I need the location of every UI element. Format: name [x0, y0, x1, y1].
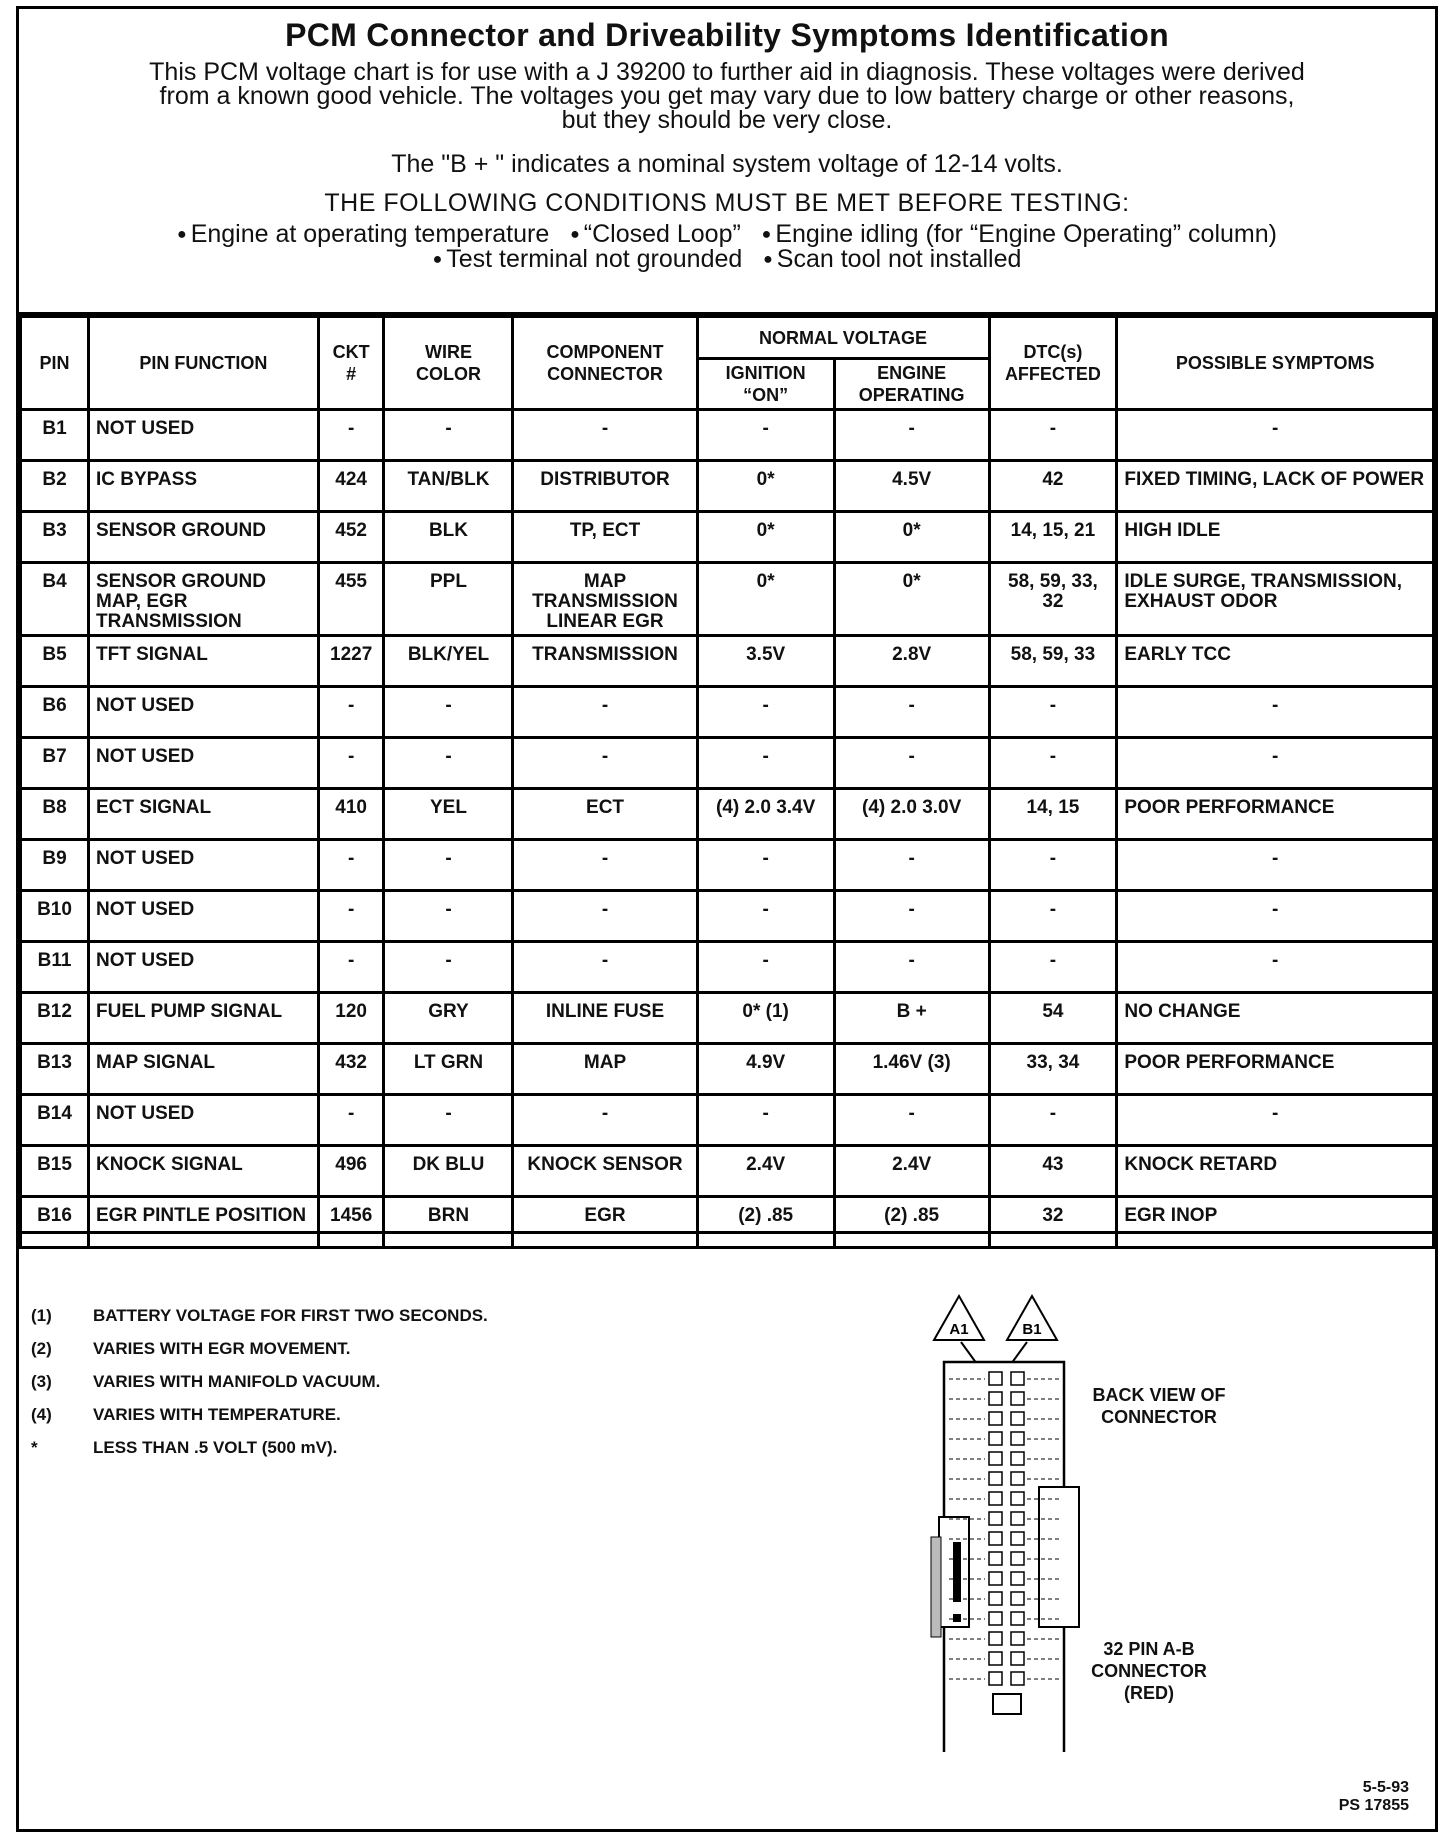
ignition-cell: 3.5V: [697, 636, 834, 687]
connector-pin: [1011, 1392, 1024, 1405]
pin-cell: B1: [21, 410, 89, 461]
header-engine-operating: ENGINE OPERATING: [834, 359, 989, 410]
table-row: [21, 993, 1434, 1044]
engine-cell: 1.46V (3): [834, 1044, 989, 1095]
table-row: [21, 563, 1434, 636]
ckt-cell: 1227: [318, 636, 384, 687]
ckt-cell: 1456: [318, 1197, 384, 1248]
wire-cell: -: [384, 738, 513, 789]
connector-pin: [989, 1612, 1002, 1625]
connector-pin: [1011, 1672, 1024, 1685]
connector-pin: [989, 1652, 1002, 1665]
condition-item: ● Test terminal not grounded: [433, 245, 743, 273]
pin-cell: B16: [21, 1197, 89, 1248]
pin-voltage-table: [19, 315, 1435, 1249]
connector-pin: [989, 1572, 1002, 1585]
connector-pin: [989, 1512, 1002, 1525]
wire-cell: YEL: [384, 789, 513, 840]
table-row: [21, 942, 1434, 993]
dtc-cell: -: [989, 840, 1117, 891]
header-dtc: DTC(s) AFFECTED: [989, 317, 1117, 410]
connector-pin: [1011, 1412, 1024, 1425]
engine-cell: (2) .85: [834, 1197, 989, 1248]
condition-item: ● Engine at operating temperature: [177, 220, 549, 248]
component-cell: KNOCK SENSOR: [513, 1146, 697, 1197]
connector-pin: [989, 1392, 1002, 1405]
pin-cell: B15: [21, 1146, 89, 1197]
connector-diagram: [899, 1292, 1279, 1752]
dtc-cell: 14, 15: [989, 789, 1117, 840]
connector-pin: [989, 1492, 1002, 1505]
a1-label: A1: [949, 1321, 969, 1338]
wire-cell: BRN: [384, 1197, 513, 1248]
ignition-cell: -: [697, 738, 834, 789]
symptoms-cell: -: [1117, 840, 1434, 891]
ckt-cell: 410: [318, 789, 384, 840]
intro-line-2: from a known good vehicle. The voltages you get may vary due to low battery charge or other reasons,: [159, 82, 1295, 110]
header-section: [19, 9, 1435, 315]
header-normal-voltage: NORMAL VOLTAGE: [697, 317, 989, 359]
connector-pin: [989, 1552, 1002, 1565]
table-row: [21, 410, 1434, 461]
engine-cell: B +: [834, 993, 989, 1044]
function-cell: ECT SIGNAL: [89, 789, 319, 840]
symptoms-cell: FIXED TIMING, LACK OF POWER: [1117, 461, 1434, 512]
condition-item: ● Scan tool not installed: [763, 245, 1021, 273]
function-cell: EGR PINTLE POSITION: [89, 1197, 319, 1248]
component-cell: EGR: [513, 1197, 697, 1248]
table-row: [21, 1044, 1434, 1095]
wire-cell: BLK: [384, 512, 513, 563]
function-cell: MAP SIGNAL: [89, 1044, 319, 1095]
symptoms-cell: -: [1117, 738, 1434, 789]
bplus-note: The "B + " indicates a nominal system voltage of 12-14 volts.: [391, 150, 1063, 178]
pin-cell: B5: [21, 636, 89, 687]
ckt-cell: -: [318, 840, 384, 891]
connector-pin: [1011, 1632, 1024, 1645]
wire-cell: -: [384, 410, 513, 461]
conditions-heading: THE FOLLOWING CONDITIONS MUST BE MET BEFORE TESTING:: [324, 189, 1130, 217]
pin-cell: B13: [21, 1044, 89, 1095]
table-row: [21, 512, 1434, 563]
pin-cell: B3: [21, 512, 89, 563]
header-wire-color: WIRE COLOR: [384, 317, 513, 410]
ckt-cell: 452: [318, 512, 384, 563]
ignition-cell: -: [697, 942, 834, 993]
symptoms-cell: -: [1117, 1095, 1434, 1146]
ckt-cell: 455: [318, 563, 384, 636]
intro-line-1: This PCM voltage chart is for use with a J 39200 to further aid in diagnosis. These voltages were derived: [149, 58, 1305, 86]
doc-ps-number: PS 17855: [1338, 1797, 1409, 1814]
symptoms-cell: KNOCK RETARD: [1117, 1146, 1434, 1197]
connector-pin: [1011, 1652, 1024, 1665]
condition-item: ● Engine idling (for “Engine Operating” column): [762, 220, 1277, 248]
page-title: PCM Connector and Driveability Symptoms Identification: [285, 17, 1169, 53]
ckt-cell: -: [318, 738, 384, 789]
pin-cell: B11: [21, 942, 89, 993]
dtc-cell: -: [989, 942, 1117, 993]
wire-cell: -: [384, 687, 513, 738]
pin-cell: B4: [21, 563, 89, 636]
table-row: [21, 789, 1434, 840]
table-row: [21, 687, 1434, 738]
component-cell: -: [513, 738, 697, 789]
doc-date: 5-5-93: [1362, 1779, 1409, 1796]
component-cell: TRANSMISSION: [513, 636, 697, 687]
condition-item: ● “Closed Loop”: [570, 220, 741, 248]
symptoms-cell: -: [1117, 410, 1434, 461]
wire-cell: GRY: [384, 993, 513, 1044]
connector-pin: [989, 1672, 1002, 1685]
connector-pin: [989, 1472, 1002, 1485]
dtc-cell: -: [989, 687, 1117, 738]
ignition-cell: (2) .85: [697, 1197, 834, 1248]
function-cell: SENSOR GROUND MAP, EGR TRANSMISSION: [89, 563, 319, 636]
function-cell: SENSOR GROUND: [89, 512, 319, 563]
function-cell: NOT USED: [89, 840, 319, 891]
connector-pin: [989, 1592, 1002, 1605]
ignition-cell: -: [697, 840, 834, 891]
pin-cell: B10: [21, 891, 89, 942]
dtc-cell: -: [989, 738, 1117, 789]
ckt-cell: 496: [318, 1146, 384, 1197]
engine-cell: -: [834, 738, 989, 789]
component-cell: -: [513, 1095, 697, 1146]
pin-cell: B8: [21, 789, 89, 840]
function-cell: KNOCK SIGNAL: [89, 1146, 319, 1197]
footnote: (2) VARIES WITH EGR MOVEMENT.: [31, 1339, 351, 1358]
ignition-cell: -: [697, 1095, 834, 1146]
wire-cell: -: [384, 891, 513, 942]
connector-pin: [1011, 1532, 1024, 1545]
ignition-cell: 4.9V: [697, 1044, 834, 1095]
connector-pin: [1011, 1612, 1024, 1625]
pin-cell: B6: [21, 687, 89, 738]
connector-pin: [1011, 1552, 1024, 1565]
connector-pin: [989, 1452, 1002, 1465]
wire-cell: -: [384, 1095, 513, 1146]
footnote: (3) VARIES WITH MANIFOLD VACUUM.: [31, 1372, 381, 1391]
connector-pin: [1011, 1472, 1024, 1485]
connector-pin: [989, 1412, 1002, 1425]
symptoms-cell: NO CHANGE: [1117, 993, 1434, 1044]
dtc-cell: 43: [989, 1146, 1117, 1197]
symptoms-cell: -: [1117, 687, 1434, 738]
intro-text: [59, 60, 1395, 132]
symptoms-cell: POOR PERFORMANCE: [1117, 789, 1434, 840]
ignition-cell: -: [697, 410, 834, 461]
ignition-cell: 0*: [697, 563, 834, 636]
back-view-label: BACK VIEW OF CONNECTOR: [1092, 1385, 1226, 1427]
ignition-cell: 0*: [697, 461, 834, 512]
engine-cell: 4.5V: [834, 461, 989, 512]
wire-cell: BLK/YEL: [384, 636, 513, 687]
ckt-cell: -: [318, 410, 384, 461]
wire-cell: -: [384, 942, 513, 993]
engine-cell: -: [834, 1095, 989, 1146]
pin-cell: B12: [21, 993, 89, 1044]
dtc-cell: 42: [989, 461, 1117, 512]
function-cell: IC BYPASS: [89, 461, 319, 512]
wire-cell: -: [384, 840, 513, 891]
connector-pin: [1011, 1572, 1024, 1585]
symptoms-cell: -: [1117, 942, 1434, 993]
dtc-cell: 32: [989, 1197, 1117, 1248]
function-cell: NOT USED: [89, 891, 319, 942]
document-frame: [16, 6, 1438, 1832]
connector-pin: [989, 1432, 1002, 1445]
intro-line-3: but they should be very close.: [561, 106, 893, 134]
table-row: [21, 636, 1434, 687]
pin-cell: B7: [21, 738, 89, 789]
ckt-cell: 432: [318, 1044, 384, 1095]
ignition-cell: -: [697, 891, 834, 942]
engine-cell: 2.4V: [834, 1146, 989, 1197]
connector-pin: [1011, 1492, 1024, 1505]
symptoms-cell: EARLY TCC: [1117, 636, 1434, 687]
component-cell: MAP TRANSMISSION LINEAR EGR: [513, 563, 697, 636]
component-cell: -: [513, 410, 697, 461]
component-cell: MAP: [513, 1044, 697, 1095]
symptoms-cell: -: [1117, 891, 1434, 942]
wire-cell: TAN/BLK: [384, 461, 513, 512]
engine-cell: -: [834, 410, 989, 461]
ignition-cell: 0* (1): [697, 993, 834, 1044]
b1-label: B1: [1022, 1321, 1042, 1338]
header-ckt: CKT #: [318, 317, 384, 410]
component-cell: ECT: [513, 789, 697, 840]
component-cell: -: [513, 840, 697, 891]
ckt-cell: 120: [318, 993, 384, 1044]
pin-cell: B9: [21, 840, 89, 891]
footnote: * LESS THAN .5 VOLT (500 mV).: [31, 1438, 338, 1457]
header-pin-function: PIN FUNCTION: [89, 317, 319, 410]
dtc-cell: 54: [989, 993, 1117, 1044]
connector-pin: [989, 1632, 1002, 1645]
function-cell: NOT USED: [89, 410, 319, 461]
connector-description: 32 PIN A-B CONNECTOR (RED): [1091, 1639, 1207, 1703]
dtc-cell: -: [989, 410, 1117, 461]
engine-cell: 0*: [834, 563, 989, 636]
dtc-cell: 58, 59, 33, 32: [989, 563, 1117, 636]
footer-section: [19, 1231, 1435, 1829]
ignition-cell: 2.4V: [697, 1146, 834, 1197]
ckt-cell: 424: [318, 461, 384, 512]
footnote: (4) VARIES WITH TEMPERATURE.: [31, 1405, 341, 1424]
ckt-cell: -: [318, 891, 384, 942]
table-row: [21, 891, 1434, 942]
symptoms-cell: HIGH IDLE: [1117, 512, 1434, 563]
dtc-cell: 33, 34: [989, 1044, 1117, 1095]
component-cell: DISTRIBUTOR: [513, 461, 697, 512]
symptoms-cell: POOR PERFORMANCE: [1117, 1044, 1434, 1095]
component-cell: -: [513, 687, 697, 738]
function-cell: NOT USED: [89, 738, 319, 789]
function-cell: NOT USED: [89, 1095, 319, 1146]
ckt-cell: -: [318, 687, 384, 738]
wire-cell: DK BLU: [384, 1146, 513, 1197]
component-cell: TP, ECT: [513, 512, 697, 563]
table-row: [21, 840, 1434, 891]
table-row: [21, 461, 1434, 512]
header-symptoms: POSSIBLE SYMPTOMS: [1117, 317, 1434, 410]
connector-pin: [1011, 1372, 1024, 1385]
function-cell: NOT USED: [89, 687, 319, 738]
connector-pin: [1011, 1592, 1024, 1605]
function-cell: TFT SIGNAL: [89, 636, 319, 687]
conditions-list: [19, 222, 1435, 272]
header-pin: PIN: [21, 317, 89, 410]
connector-pin: [989, 1532, 1002, 1545]
ignition-cell: -: [697, 687, 834, 738]
dtc-cell: -: [989, 1095, 1117, 1146]
dtc-cell: -: [989, 891, 1117, 942]
engine-cell: -: [834, 942, 989, 993]
pin-cell: B14: [21, 1095, 89, 1146]
engine-cell: -: [834, 840, 989, 891]
wire-cell: PPL: [384, 563, 513, 636]
function-cell: NOT USED: [89, 942, 319, 993]
function-cell: FUEL PUMP SIGNAL: [89, 993, 319, 1044]
engine-cell: -: [834, 687, 989, 738]
footnote: (1) BATTERY VOLTAGE FOR FIRST TWO SECONDS.: [31, 1306, 488, 1325]
connector-pin: [989, 1372, 1002, 1385]
engine-cell: (4) 2.0 3.0V: [834, 789, 989, 840]
symptoms-cell: IDLE SURGE, TRANSMISSION, EXHAUST ODOR: [1117, 563, 1434, 636]
dtc-cell: 58, 59, 33: [989, 636, 1117, 687]
table-row: [21, 738, 1434, 789]
table-row: [21, 1095, 1434, 1146]
connector-pin: [1011, 1432, 1024, 1445]
table-row: [21, 1146, 1434, 1197]
header-ignition-on: IGNITION “ON”: [697, 359, 834, 410]
engine-cell: -: [834, 891, 989, 942]
component-cell: -: [513, 942, 697, 993]
engine-cell: 0*: [834, 512, 989, 563]
pin-cell: B2: [21, 461, 89, 512]
connector-pin: [1011, 1512, 1024, 1525]
symptoms-cell: EGR INOP: [1117, 1197, 1434, 1248]
wire-cell: LT GRN: [384, 1044, 513, 1095]
connector-pin: [1011, 1452, 1024, 1465]
dtc-cell: 14, 15, 21: [989, 512, 1117, 563]
ignition-cell: 0*: [697, 512, 834, 563]
engine-cell: 2.8V: [834, 636, 989, 687]
component-cell: -: [513, 891, 697, 942]
header-component: COMPONENT CONNECTOR: [513, 317, 697, 410]
ckt-cell: -: [318, 942, 384, 993]
ignition-cell: (4) 2.0 3.4V: [697, 789, 834, 840]
component-cell: INLINE FUSE: [513, 993, 697, 1044]
ckt-cell: -: [318, 1095, 384, 1146]
document-code: [1339, 1779, 1409, 1815]
footnotes: [31, 1306, 488, 1471]
